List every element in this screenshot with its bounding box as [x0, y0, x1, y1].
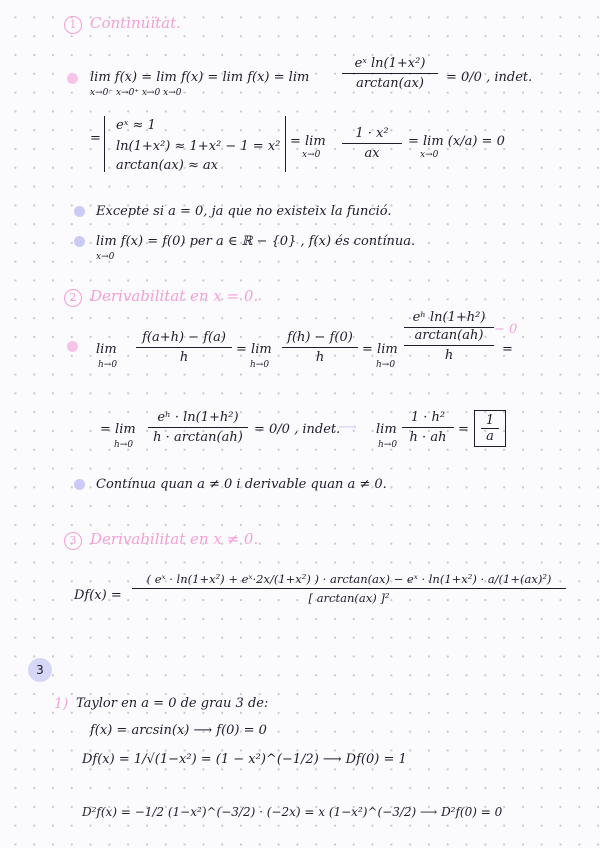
fraction-5 — [402, 410, 454, 445]
boxed-result-numerator: 1 — [481, 413, 499, 429]
indeterminate-note: = 0/0 , indet. — [446, 70, 533, 85]
section-title-3: Derivabilitat en x ≠ 0. — [90, 530, 259, 548]
difference-quotient — [136, 330, 232, 365]
equals-sign-3: = — [458, 422, 469, 437]
equals-lim-4: = lim — [100, 422, 136, 437]
derivative-numerator: ( eˣ · ln(1+x²) + eˣ·2x/(1+x²) ) · arctan(ax) − eˣ · ln(1+x²) · a/(1+(ax)²) — [132, 572, 566, 589]
bullet-pink — [67, 73, 78, 84]
taylor-line-1: f(x) = arcsin(x) ⟶ f(0) = 0 — [90, 723, 267, 738]
section-number-2: 2 — [64, 289, 82, 307]
section-title-1: Continuïtat. — [90, 14, 181, 32]
boxed-result-denominator: a — [486, 429, 494, 444]
h-to-0-b: h→0 — [250, 360, 270, 370]
equals-sign-2: = — [502, 342, 513, 357]
fraction-1 — [342, 56, 438, 91]
bullet-pink — [67, 341, 78, 352]
x-to-0-b: x→0 — [420, 150, 439, 160]
limit-result: = lim (x/a) = 0 — [408, 134, 505, 149]
conclusion-note: Contínua quan a ≠ 0 i derivable quan a ≠ 0. — [96, 477, 387, 492]
lim-label-2: lim — [251, 342, 272, 357]
h-to-0-d: h→0 — [114, 440, 134, 450]
bullet-lavender — [74, 206, 85, 217]
equals-lim: = lim — [290, 134, 326, 149]
fraction-4 — [148, 410, 248, 445]
part-label: 1) — [54, 696, 69, 712]
equals-lim-3: = lim — [362, 342, 398, 357]
limit-subscripts: x→0⁻ x→0⁺ x→0 x→0 — [90, 88, 182, 98]
h-to-0-e: h→0 — [378, 440, 398, 450]
exception-note: Excepte si a = 0, ja que no existeix la funció. — [96, 204, 392, 219]
x-to-0-c: x→0 — [96, 252, 115, 262]
h-to-0-a: h→0 — [98, 360, 118, 370]
exercise-badge: 3 — [28, 658, 52, 682]
compound-fraction-bottom: h — [444, 348, 454, 363]
bullet-lavender — [74, 479, 85, 490]
bullet-lavender — [74, 236, 85, 247]
derivative-denominator: [ arctan(ax) ]² — [308, 591, 390, 605]
equiv-exp: eˣ ≈ 1 — [116, 118, 156, 133]
fraction-5-numerator: 1 · h² — [402, 410, 454, 428]
section-heading-2 — [64, 287, 258, 307]
section-title-2: Derivabilitat en x = 0. — [90, 287, 259, 305]
quotient-at-zero — [282, 330, 358, 365]
fraction-1-numerator: eˣ ln(1+x²) — [342, 56, 438, 74]
compound-fraction-top: eʰ ln(1+h²) — [404, 310, 494, 328]
fraction-2-numerator: 1 · x² — [342, 126, 402, 144]
fraction-4-denominator: h · arctan(ah) — [153, 430, 243, 445]
fraction-2-denominator: ax — [364, 146, 380, 161]
lim-label-4: lim — [115, 422, 136, 437]
taylor-title: Taylor en a = 0 de grau 3 de: — [76, 696, 269, 711]
minus-zero-note: − 0 — [494, 322, 518, 337]
limit-expression: lim f(x) = lim f(x) = lim f(x) = lim — [90, 70, 310, 85]
indeterminate-note-2: = 0/0 , indet. — [254, 422, 341, 437]
lim-label: lim — [96, 342, 117, 357]
derivative-formula — [132, 572, 566, 605]
derivative-lhs: Df(x) = — [74, 588, 122, 603]
section-heading-1 — [64, 14, 181, 34]
equiv-log: ln(1+x²) ≈ 1+x² − 1 = x² — [116, 139, 281, 154]
h-to-0-c: h→0 — [376, 360, 396, 370]
section-heading-3 — [64, 530, 258, 550]
difference-quotient-numerator: f(a+h) − f(a) — [136, 330, 232, 348]
difference-quotient-denominator: h — [179, 350, 189, 365]
continuity-statement: lim f(x) = f(0) per a ∈ ℝ − {0} , f(x) és contínua. — [96, 234, 416, 249]
arrow-icon: ⟶ — [338, 420, 357, 435]
fraction-4-numerator: eʰ · ln(1+h²) — [148, 410, 248, 428]
section-number-3: 3 — [64, 532, 82, 550]
equiv-arctan: arctan(ax) ≈ ax — [116, 158, 219, 173]
taylor-line-3: D²f(x) = −1/2 (1−x²)^(−3/2) · (−2x) = x (1−x²)^(−3/2) ⟶ D²f(0) = 0 — [82, 805, 503, 819]
fraction-2 — [342, 126, 402, 161]
x-to-0-a: x→0 — [302, 150, 321, 160]
taylor-line-2: Df(x) = 1/√(1−x²) = (1 − x²)^(−1/2) ⟶ Df(0) = 1 — [82, 752, 407, 767]
fraction-1-denominator: arctan(ax) — [356, 76, 424, 91]
equals-sign: = — [90, 131, 101, 146]
equals-lim-2: = lim — [236, 342, 272, 357]
compound-fraction — [404, 310, 494, 363]
lim-label-5: lim — [376, 422, 397, 437]
compound-fraction-mid: arctan(ah) — [404, 328, 494, 346]
boxed-result — [474, 410, 506, 447]
fraction-5-denominator: h · ah — [409, 430, 447, 445]
section-number-1: 1 — [64, 16, 82, 34]
lim-label-3: lim — [377, 342, 398, 357]
quotient-at-zero-denominator: h — [315, 350, 325, 365]
quotient-at-zero-numerator: f(h) − f(0) — [282, 330, 358, 348]
